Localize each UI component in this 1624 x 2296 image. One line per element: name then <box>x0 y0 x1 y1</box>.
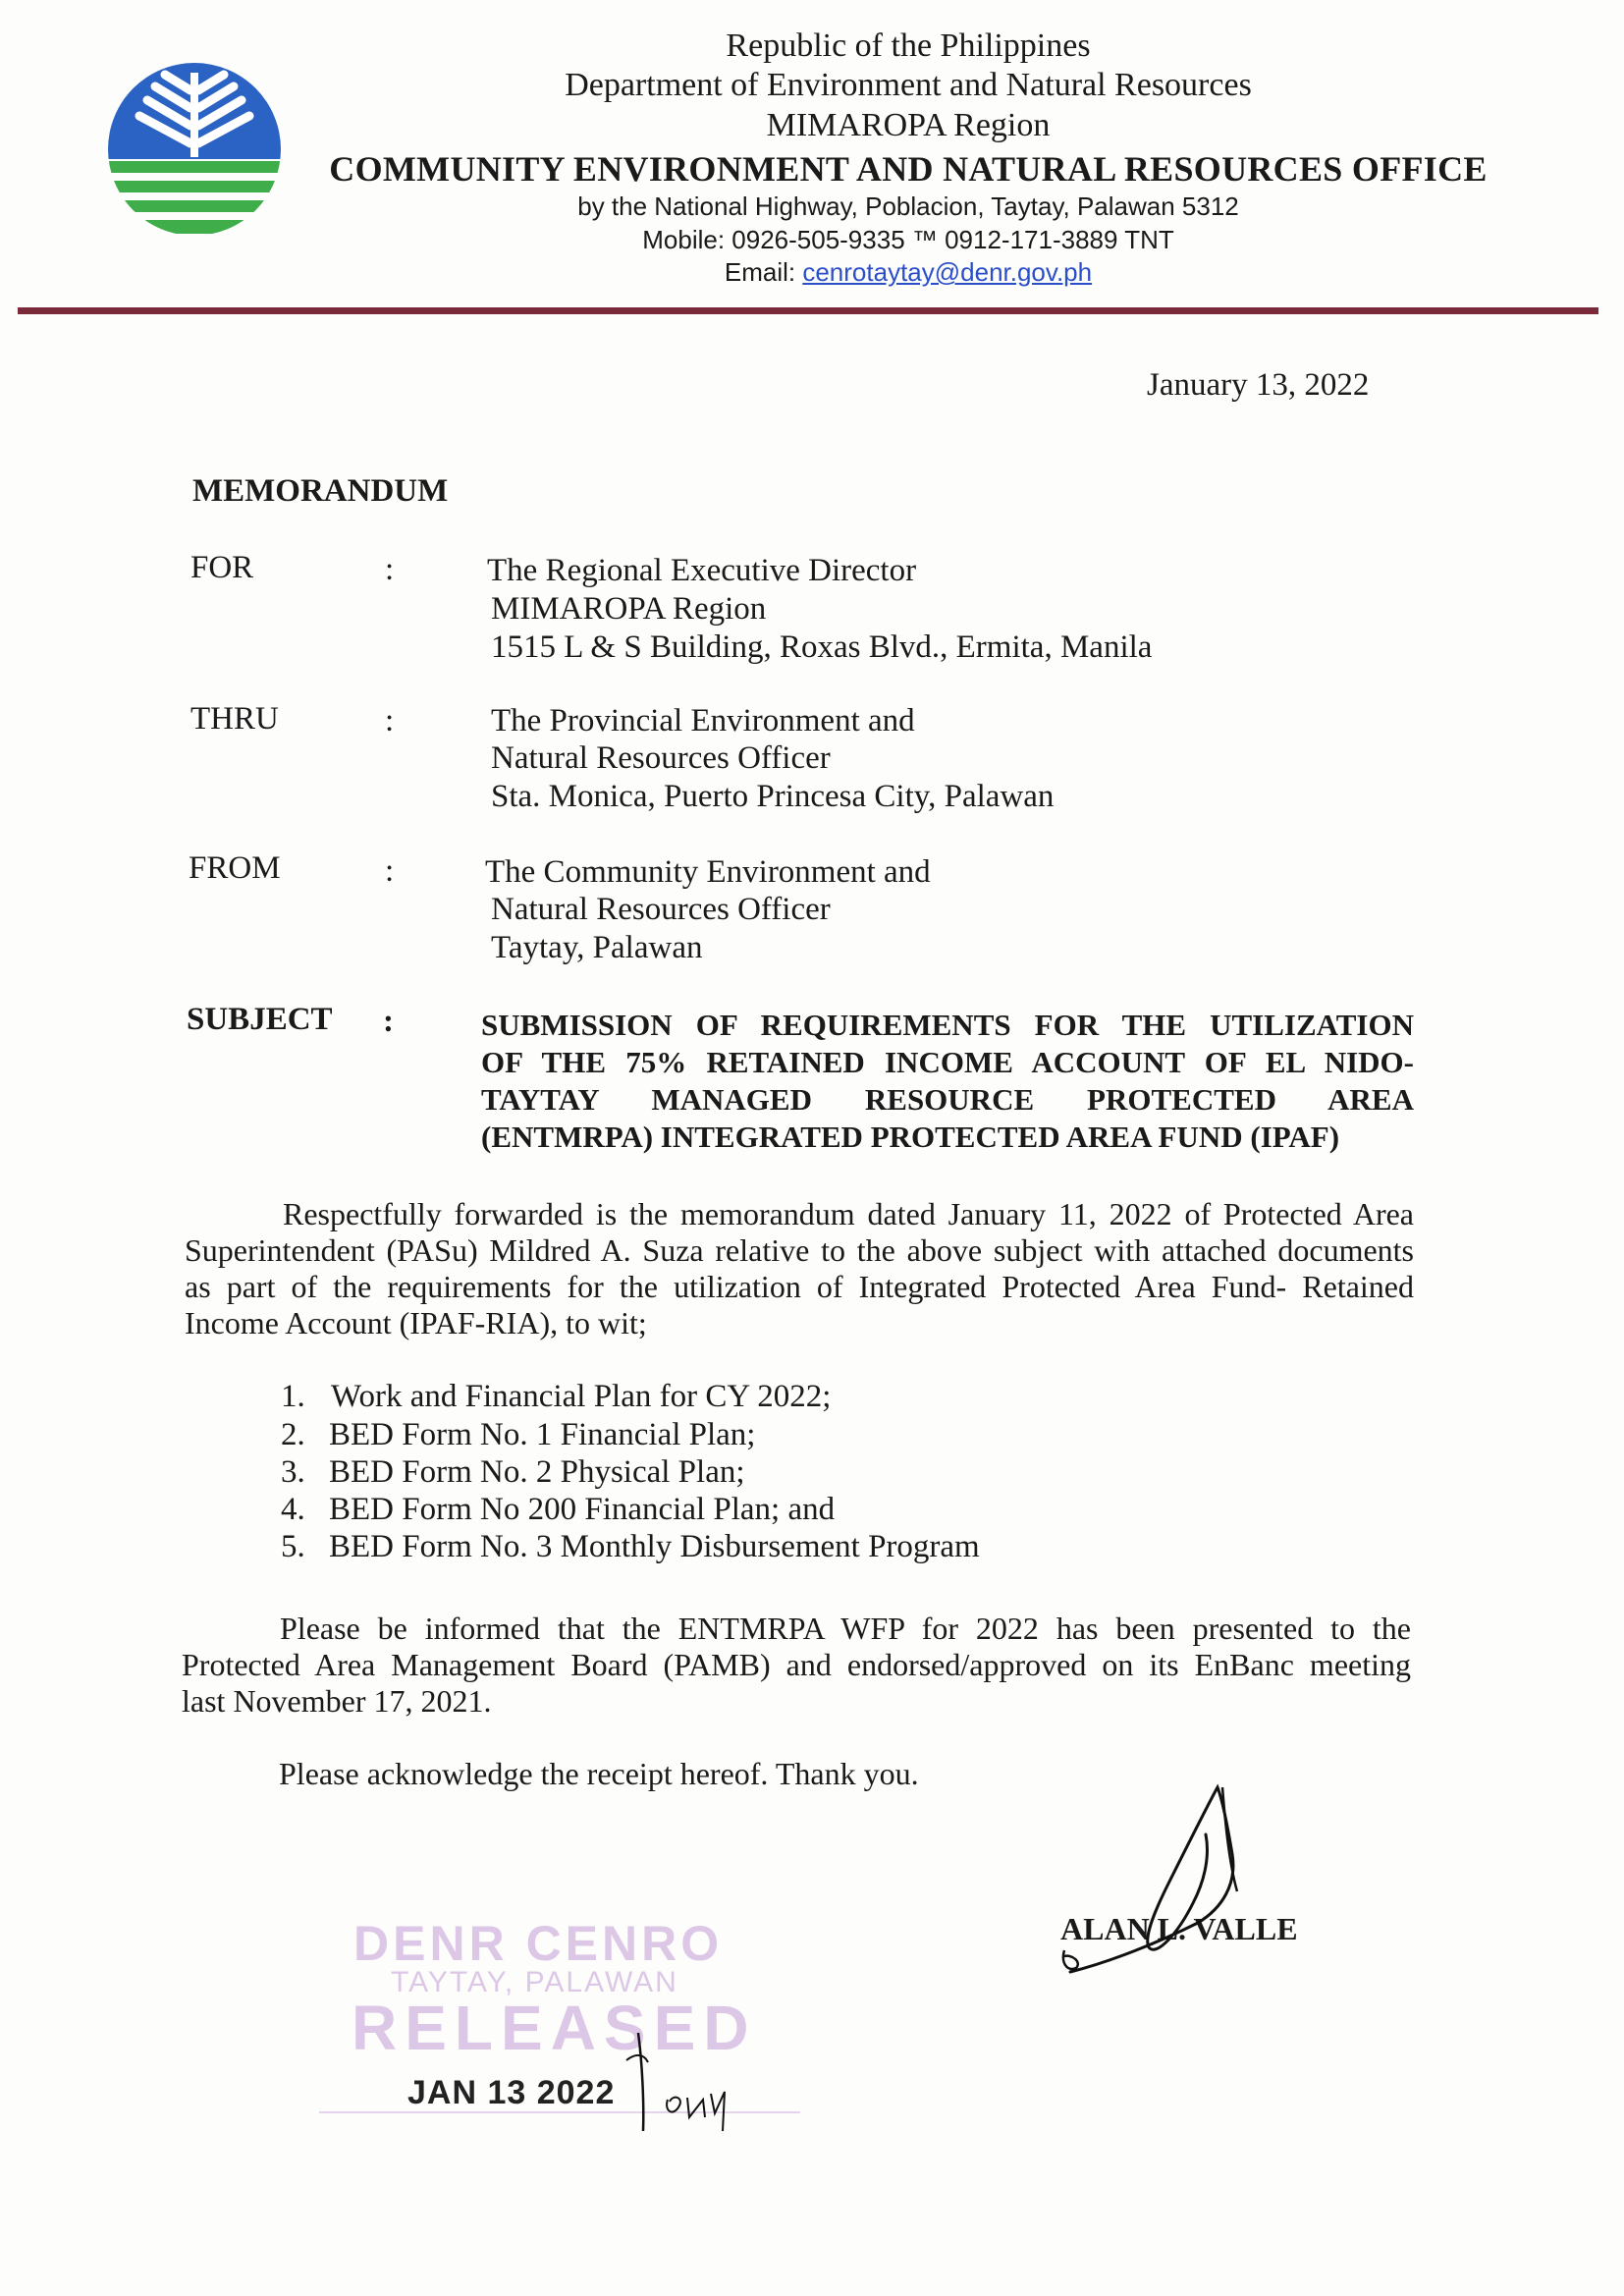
stamp-office: DENR CENRO <box>353 1916 724 1971</box>
handwritten-signature <box>1051 1776 1276 1992</box>
subject-line: (ENTMRPA) INTEGRATED PROTECTED AREA FUND (IPAF) <box>481 1120 1340 1154</box>
for-line: 1515 L & S Building, Roxas Blvd., Ermita, Manila <box>491 629 1153 665</box>
for-line: The Regional Executive Director <box>487 553 917 588</box>
for-colon: : <box>385 552 395 587</box>
handwritten-initials <box>609 2023 746 2141</box>
letterhead-office: COMMUNITY ENVIRONMENT AND NATURAL RESOURCES OFFICE <box>329 149 1488 189</box>
letterhead-address: by the National Highway, Poblacion, Taytay, Palawan 5312 <box>577 191 1239 221</box>
stamp-status: RELEASED <box>352 1993 757 2063</box>
letterhead-department: Department of Environment and Natural Resources <box>565 67 1252 103</box>
paragraph-line: Respectfully forwarded is the memorandum dated January 11, 2022 of Protected Area <box>283 1196 1414 1231</box>
email-label: Email: <box>724 257 803 287</box>
list-item: BED Form No. 2 Physical Plan; <box>329 1454 745 1490</box>
from-label: FROM <box>189 850 281 886</box>
from-colon: : <box>385 853 395 889</box>
letterhead-email-line <box>236 257 1581 288</box>
list-number: 5. <box>281 1529 305 1564</box>
stamp-date: JAN 13 2022 <box>407 2074 616 2111</box>
closing-line: Please acknowledge the receipt hereof. Thank you. <box>279 1756 919 1791</box>
thru-colon: : <box>385 703 395 738</box>
from-line: Taytay, Palawan <box>491 930 703 965</box>
subject-line: OF THE 75% RETAINED INCOME ACCOUNT OF EL NIDO- <box>481 1045 1414 1079</box>
stamp-location: TAYTAY, PALAWAN <box>391 1966 678 1998</box>
list-item: BED Form No. 1 Financial Plan; <box>329 1417 756 1452</box>
list-number: 1. <box>281 1379 305 1414</box>
paragraph-line: Protected Area Management Board (PAMB) and endorsed/approved on its EnBanc meeting <box>182 1647 1411 1682</box>
paragraph-line: Please be informed that the ENTMRPA WFP for 2022 has been presented to the <box>280 1611 1411 1646</box>
thru-line: Sta. Monica, Puerto Princesa City, Palawan <box>491 779 1055 814</box>
for-label: FOR <box>190 550 254 585</box>
list-number: 4. <box>281 1492 305 1527</box>
from-line: The Community Environment and <box>485 854 931 890</box>
subject-label: SUBJECT <box>187 1002 333 1037</box>
body-paragraph-1 <box>185 1196 1414 1341</box>
subject-line: TAYTAY MANAGED RESOURCE PROTECTED AREA <box>481 1082 1414 1117</box>
list-item: BED Form No 200 Financial Plan; and <box>329 1492 836 1527</box>
list-number: 3. <box>281 1454 305 1490</box>
paragraph-line: as part of the requirements for the utilization of Integrated Protected Area Fund- Retained <box>185 1269 1414 1304</box>
subject-text <box>481 1007 1414 1156</box>
letterhead-divider <box>18 307 1598 314</box>
from-line: Natural Resources Officer <box>491 892 831 927</box>
paragraph-line: Superintendent (PASu) Mildred A. Suza relative to the above subject with attached documents <box>185 1232 1414 1268</box>
list-item: Work and Financial Plan for CY 2022; <box>331 1379 832 1414</box>
subject-line: SUBMISSION OF REQUIREMENTS FOR THE UTILIZATION <box>481 1008 1414 1042</box>
memo-heading: MEMORANDUM <box>192 473 449 509</box>
email-link[interactable]: cenrotaytay@denr.gov.ph <box>802 257 1093 287</box>
for-line: MIMAROPA Region <box>491 591 767 627</box>
subject-colon: : <box>383 1004 394 1039</box>
letterhead-country: Republic of the Philippines <box>726 27 1091 64</box>
paragraph-line: Income Account (IPAF-RIA), to wit; <box>185 1305 647 1340</box>
paragraph-line: last November 17, 2021. <box>182 1683 492 1719</box>
list-item: BED Form No. 3 Monthly Disbursement Program <box>329 1529 980 1564</box>
list-number: 2. <box>281 1417 305 1452</box>
memo-date: January 13, 2022 <box>1147 367 1370 403</box>
letterhead-mobile: Mobile: 0926-505-9335 ™ 0912-171-3889 TNT <box>642 225 1174 254</box>
thru-line: Natural Resources Officer <box>491 740 831 776</box>
thru-label: THRU <box>190 701 279 737</box>
body-paragraph-2 <box>182 1611 1411 1720</box>
letterhead-region: MIMAROPA Region <box>766 107 1051 143</box>
thru-line: The Provincial Environment and <box>491 703 915 738</box>
signatory-name: ALAN L. VALLE <box>1060 1911 1298 1946</box>
